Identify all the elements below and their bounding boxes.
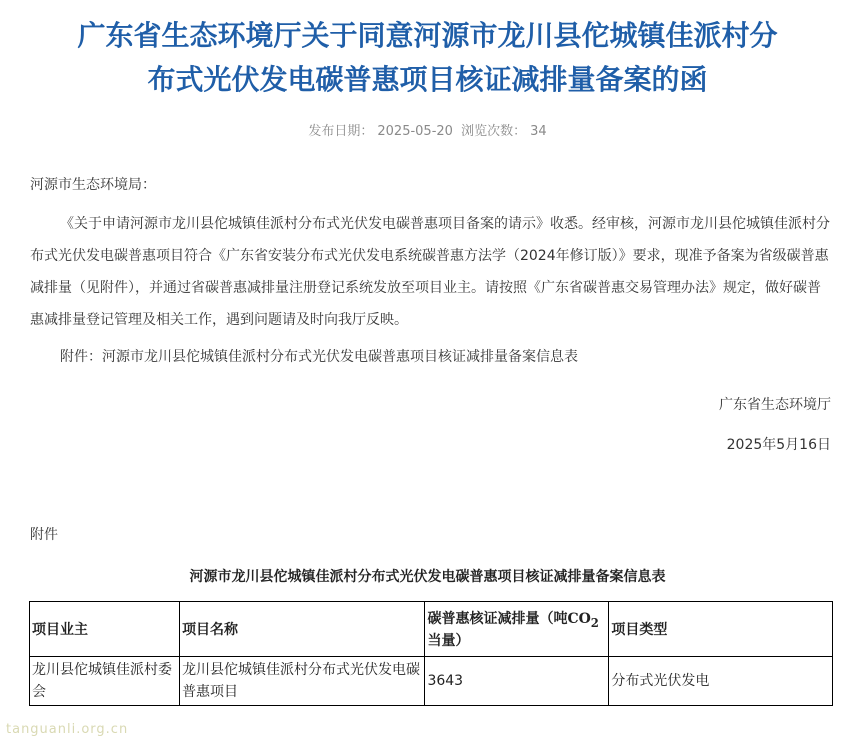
attachment-reference: 附件：河源市龙川县佗城镇佳派村分布式光伏发电碳普惠项目核证减排量备案信息表	[60, 349, 578, 365]
title-line-2: 布式光伏发电碳普惠项目核证减排量备案的函	[147, 63, 708, 96]
signature-date: 2025年5月16日	[726, 437, 831, 453]
table-row	[30, 657, 833, 706]
cell-project-name: 龙川县佗城镇佳派村分布式光伏发电碳普惠项目	[180, 657, 425, 706]
title-line-1: 广东省生态环境厅关于同意河源市龙川县佗城镇佳派村分	[77, 19, 778, 52]
header-owner: 项目业主	[30, 602, 180, 657]
header-reduction-suffix: 当量）	[427, 632, 470, 649]
record-table	[29, 601, 833, 706]
header-reduction-subscript: 2	[590, 615, 599, 630]
attachment-label: 附件	[30, 527, 58, 543]
header-reduction-prefix: 碳普惠核证减排量（吨CO	[427, 611, 591, 628]
cell-type: 分布式光伏发电	[609, 657, 833, 706]
salutation: 河源市生态环境局：	[30, 177, 156, 193]
cell-owner: 龙川县佗城镇佳派村委会	[30, 657, 180, 706]
views-label: 浏览次数：	[461, 124, 527, 139]
views-count: 34	[530, 124, 547, 139]
table-title: 河源市龙川县佗城镇佳派村分布式光伏发电碳普惠项目核证减排量备案信息表	[189, 569, 666, 585]
publish-date-label: 发布日期：	[308, 124, 374, 139]
publish-meta	[0, 120, 855, 139]
header-type: 项目类型	[609, 602, 833, 657]
site-watermark: tanguanli.org.cn	[6, 722, 129, 737]
publish-date: 2025-05-20	[377, 124, 453, 139]
cell-reduction: 3643	[425, 657, 609, 706]
header-reduction	[425, 602, 609, 657]
body-paragraph: 《关于申请河源市龙川县佗城镇佳派村分布式光伏发电碳普惠项目备案的请示》收悉。经审核，河源市龙川县佗城镇佳派村分布式光伏发电碳普惠项目符合《广东省安装分布式光伏发电系统碳普惠方法学（2024年修订版）》要求，现准予备案为省级碳普惠减排量（见附件），并通过省碳普惠减排量注册登记系统发放至项目业主。请按照《广东省碳普惠交易管理办法》规定，做好碳普惠减排量登记管理及相关工作，遇到问题请及时向我厅反映。	[30, 216, 830, 328]
document-title	[0, 14, 855, 102]
table-header-row	[30, 602, 833, 657]
signature-organization: 广东省生态环境厅	[719, 397, 831, 413]
header-project-name: 项目名称	[180, 602, 425, 657]
